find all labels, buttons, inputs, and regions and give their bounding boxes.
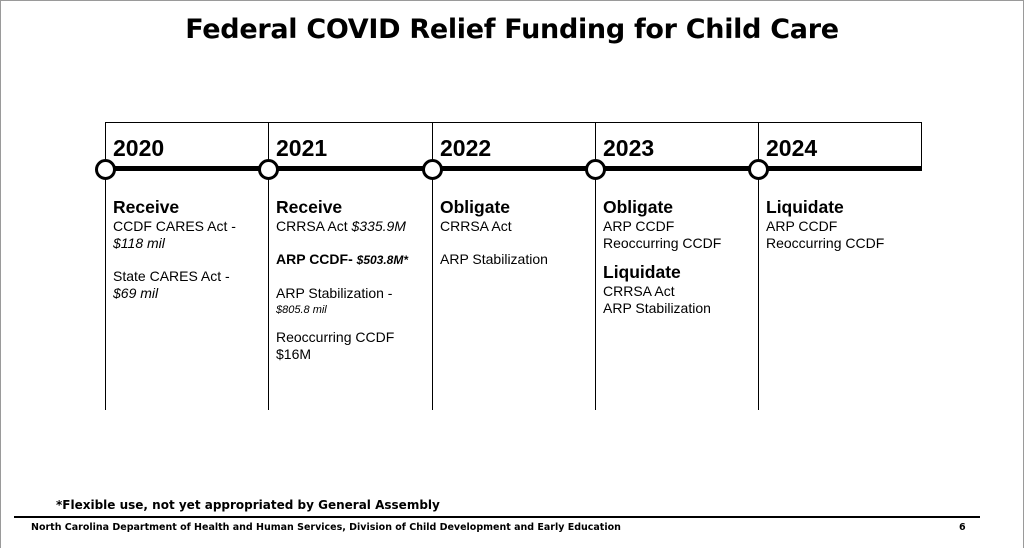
footer-organization: North Carolina Department of Health and Human Services, Division of Child Development and Early Education: [31, 522, 621, 533]
slide-title: Federal COVID Relief Funding for Child Care: [185, 14, 839, 45]
footnote: *Flexible use, not yet appropriated by General Assembly: [56, 498, 440, 512]
funding-amount: $805.8 mil: [276, 304, 327, 316]
column-heading: Liquidate: [766, 197, 844, 217]
funding-name: Reoccurring CCDF: [603, 235, 722, 251]
funding-name: CRRSA Act: [603, 283, 675, 299]
year-label-2023: 2023: [603, 135, 655, 161]
year-label-2024: 2024: [766, 135, 818, 161]
column-heading: Obligate: [440, 197, 511, 217]
funding-name: CRRSA Act: [440, 218, 512, 234]
funding-amount: $69 mil: [113, 285, 159, 301]
column-2023: [603, 197, 758, 317]
funding-line: [276, 218, 431, 235]
column-heading: Receive: [113, 197, 180, 217]
funding-name: CRRSA Act: [276, 218, 348, 234]
timeline-marker-2021: [258, 159, 279, 180]
column-heading: Receive: [276, 197, 343, 217]
timeline-right-border: [921, 122, 922, 168]
page-number: 6: [959, 522, 966, 533]
year-label-2021: 2021: [276, 135, 328, 161]
funding-name: ARP CCDF: [603, 218, 675, 234]
footer-divider: [14, 516, 980, 518]
timeline-axis: [105, 166, 922, 171]
column-2021: [276, 197, 431, 363]
funding-name: Reoccurring CCDF: [766, 235, 885, 251]
timeline-marker-2020: [95, 159, 116, 180]
funding-line: [276, 251, 431, 269]
column-heading: Obligate: [603, 197, 674, 217]
column-2024: [766, 197, 921, 252]
column-2022: [440, 197, 595, 268]
funding-name: ARP CCDF-: [276, 251, 353, 267]
funding-amount: $16M: [276, 346, 312, 362]
funding-name: ARP Stabilization: [440, 251, 548, 267]
funding-name: ARP CCDF: [766, 218, 838, 234]
funding-name: ARP Stabilization: [603, 300, 711, 316]
funding-amount: $118 mil: [113, 235, 165, 251]
funding-name: Reoccurring CCDF: [276, 329, 395, 345]
year-label-2022: 2022: [440, 135, 492, 161]
funding-name: ARP Stabilization -: [276, 285, 393, 301]
timeline-marker-2023: [585, 159, 606, 180]
timeline-top-border: [105, 122, 922, 123]
timeline-marker-2022: [422, 159, 443, 180]
funding-name: State CARES Act -: [113, 268, 230, 284]
column-heading: Liquidate: [603, 262, 681, 282]
funding-name: CCDF CARES Act -: [113, 218, 236, 234]
funding-amount: $335.9M: [351, 218, 406, 234]
year-label-2020: 2020: [113, 135, 165, 161]
funding-amount: $503.8M*: [356, 253, 409, 267]
column-2020: [113, 197, 268, 302]
timeline-marker-2024: [748, 159, 769, 180]
